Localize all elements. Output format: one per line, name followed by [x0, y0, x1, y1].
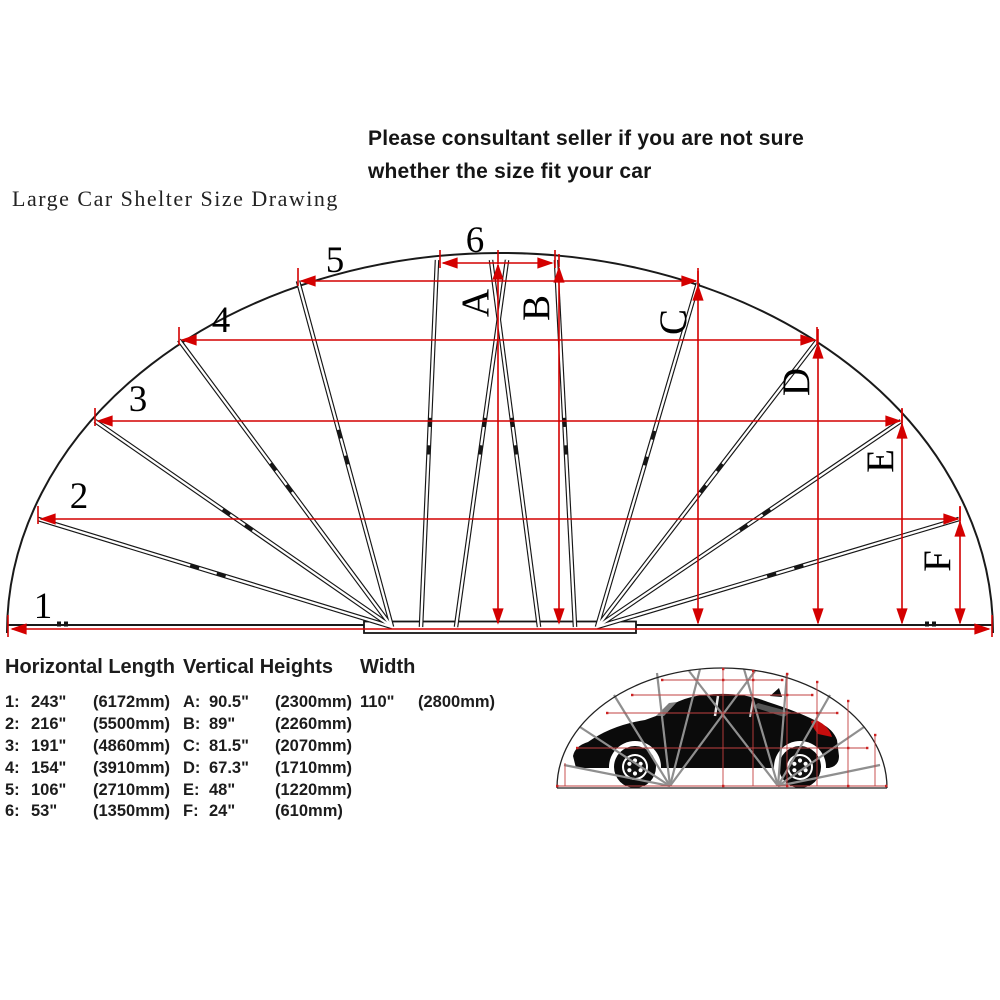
- horizontal-length-heading: Horizontal Length: [5, 656, 175, 678]
- v-spec-row: E: 48" (1220mm): [183, 780, 353, 799]
- marker-D: D: [775, 367, 818, 397]
- marker-4: 4: [211, 300, 231, 341]
- h-spec-row: 5: 106" (2710mm): [5, 780, 171, 799]
- h-spec-row: 1: 243" (6172mm): [5, 693, 171, 712]
- seller-notice-line2: whether the size fit your car: [368, 160, 652, 183]
- v-spec-row: C: 81.5" (2070mm): [183, 736, 353, 755]
- car-shelter-inset: [556, 668, 887, 793]
- vertical-heights-heading: Vertical Heights: [183, 656, 334, 678]
- width-row: 110" (2800mm): [360, 693, 496, 712]
- width-heading: Width: [360, 656, 416, 678]
- marker-C: C: [652, 309, 695, 336]
- vertical-heights-panel: [183, 656, 352, 823]
- h-spec-row: 6: 53" (1350mm): [5, 802, 171, 821]
- h-spec-row: 2: 216" (5500mm): [5, 715, 171, 734]
- marker-A: A: [454, 288, 497, 318]
- v-spec-row: F: 24" (610mm): [183, 802, 343, 821]
- car-silhouette: [573, 688, 839, 793]
- marker-5: 5: [325, 240, 345, 281]
- marker-1: 1: [33, 586, 53, 627]
- h-spec-row: 3: 191" (4860mm): [5, 736, 171, 755]
- h-spec-row: 4: 154" (3910mm): [5, 758, 171, 777]
- width-panel: [360, 656, 495, 714]
- v-spec-row: A: 90.5" (2300mm): [183, 693, 353, 712]
- marker-E: E: [859, 449, 902, 473]
- marker-F: F: [916, 550, 959, 572]
- v-spec-row: D: 67.3" (1710mm): [183, 758, 353, 777]
- v-spec-row: B: 89" (2260mm): [183, 715, 353, 734]
- drawing-title: Large Car Shelter Size Drawing: [12, 186, 339, 211]
- base-beam: [364, 622, 636, 634]
- seller-notice: [368, 122, 804, 188]
- marker-6: 6: [465, 220, 485, 261]
- marker-B: B: [515, 295, 558, 322]
- horizontal-length-panel: [5, 656, 175, 823]
- marker-3: 3: [128, 379, 148, 420]
- marker-2: 2: [69, 476, 89, 517]
- seller-notice-line1: Please consultant seller if you are not sure: [368, 127, 804, 150]
